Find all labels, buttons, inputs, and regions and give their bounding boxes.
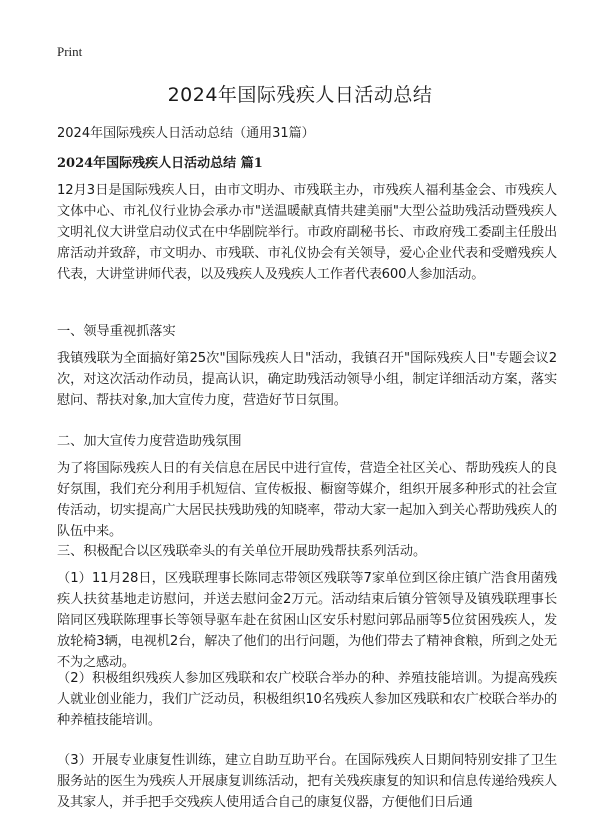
- print-link[interactable]: Print: [57, 44, 83, 59]
- leadership-paragraph: 我镇残联为全面搞好第25次"国际残疾人日"活动，我镇召开"国际残疾人日"专题会议2次，对这次活动作动员，提高认识，确定助残活动领导小组，制定详细活动方案，落实慰问、帮扶对象,加大宣传力度，营造好节日氛围。: [57, 351, 557, 408]
- page-title: 2024年国际残疾人日活动总结: [167, 84, 433, 106]
- section-heading: 2024年国际残疾人日活动总结 篇1: [57, 156, 263, 171]
- intro-paragraph: 12月3日是国际残疾人日，由市文明办、市残联主办，市残疾人福利基金会、市残疾人文体中心、市礼仪行业协会承办市"送温暖献真情共建美丽"大型公益助残活动暨残疾人文明礼仪大讲堂启动仪式在中华剧院举行。市政府副秘书长、市政府残工委副主任殷出席活动并致辞，市文明办、市残联、市礼仪协会有关领导，爱心企业代表和受赠残疾人代表，大讲堂讲师代表，以及残疾人及残疾人工作者代表600人参加活动。: [57, 183, 557, 282]
- publicity-paragraph: 为了将国际残疾人日的有关信息在居民中进行宣传，营造全社区关心、帮助残疾人的良好氛围，我们充分利用手机短信、宣传板报、橱窗等媒介，组织开展多种形式的社会宣传活动，切实提高广大居民扶残助残的知晓率，带动大家一起加入到关心帮助残疾人的队伍中来。: [57, 461, 557, 539]
- activity-paragraph-2: （2）积极组织残疾人参加区残联和农广校联合举办的种、养殖技能培训。为提高残疾人就业创业能力，我们广泛动员，积极组织10名残疾人参加区残联和农广校联合举办的种养植技能培训。: [57, 671, 557, 728]
- heading-cooperation: 三、积极配合以区残联牵头的有关单位开展助残帮扶系列活动。: [57, 544, 427, 559]
- document-subtitle: 2024年国际残疾人日活动总结（通用31篇）: [57, 126, 315, 141]
- heading-leadership: 一、领导重视抓落实: [57, 324, 176, 339]
- activity-paragraph-3: （3）开展专业康复性训练，建立自助互助平台。在国际残疾人日期间特别安排了卫生服务站的医生为残疾人开展康复训练活动，把有关残疾康复的知识和信息传递给残疾人及其家人，并手把手交残疾人使用适合自己的康复仪器，方便他们日后通: [57, 753, 557, 810]
- heading-publicity: 二、加大宣传力度营造助残氛围: [57, 434, 242, 449]
- activity-paragraph-1: （1）11月28日，区残联理事长陈同志带领区残联等7家单位到区徐庄镇广浩食用菌残疾人扶贫基地走访慰问，并送去慰问金2万元。活动结束后镇分管领导及镇残联理事长陪同区残联陈理事长等领导驱车赴在贫困山区安乐村慰问郭品丽等5位贫困残疾人，发放轮椅3辆，电视机2台，解决了他们的出行问题，为他们带去了精神食粮，所到之处无不为之感动。: [57, 571, 557, 670]
